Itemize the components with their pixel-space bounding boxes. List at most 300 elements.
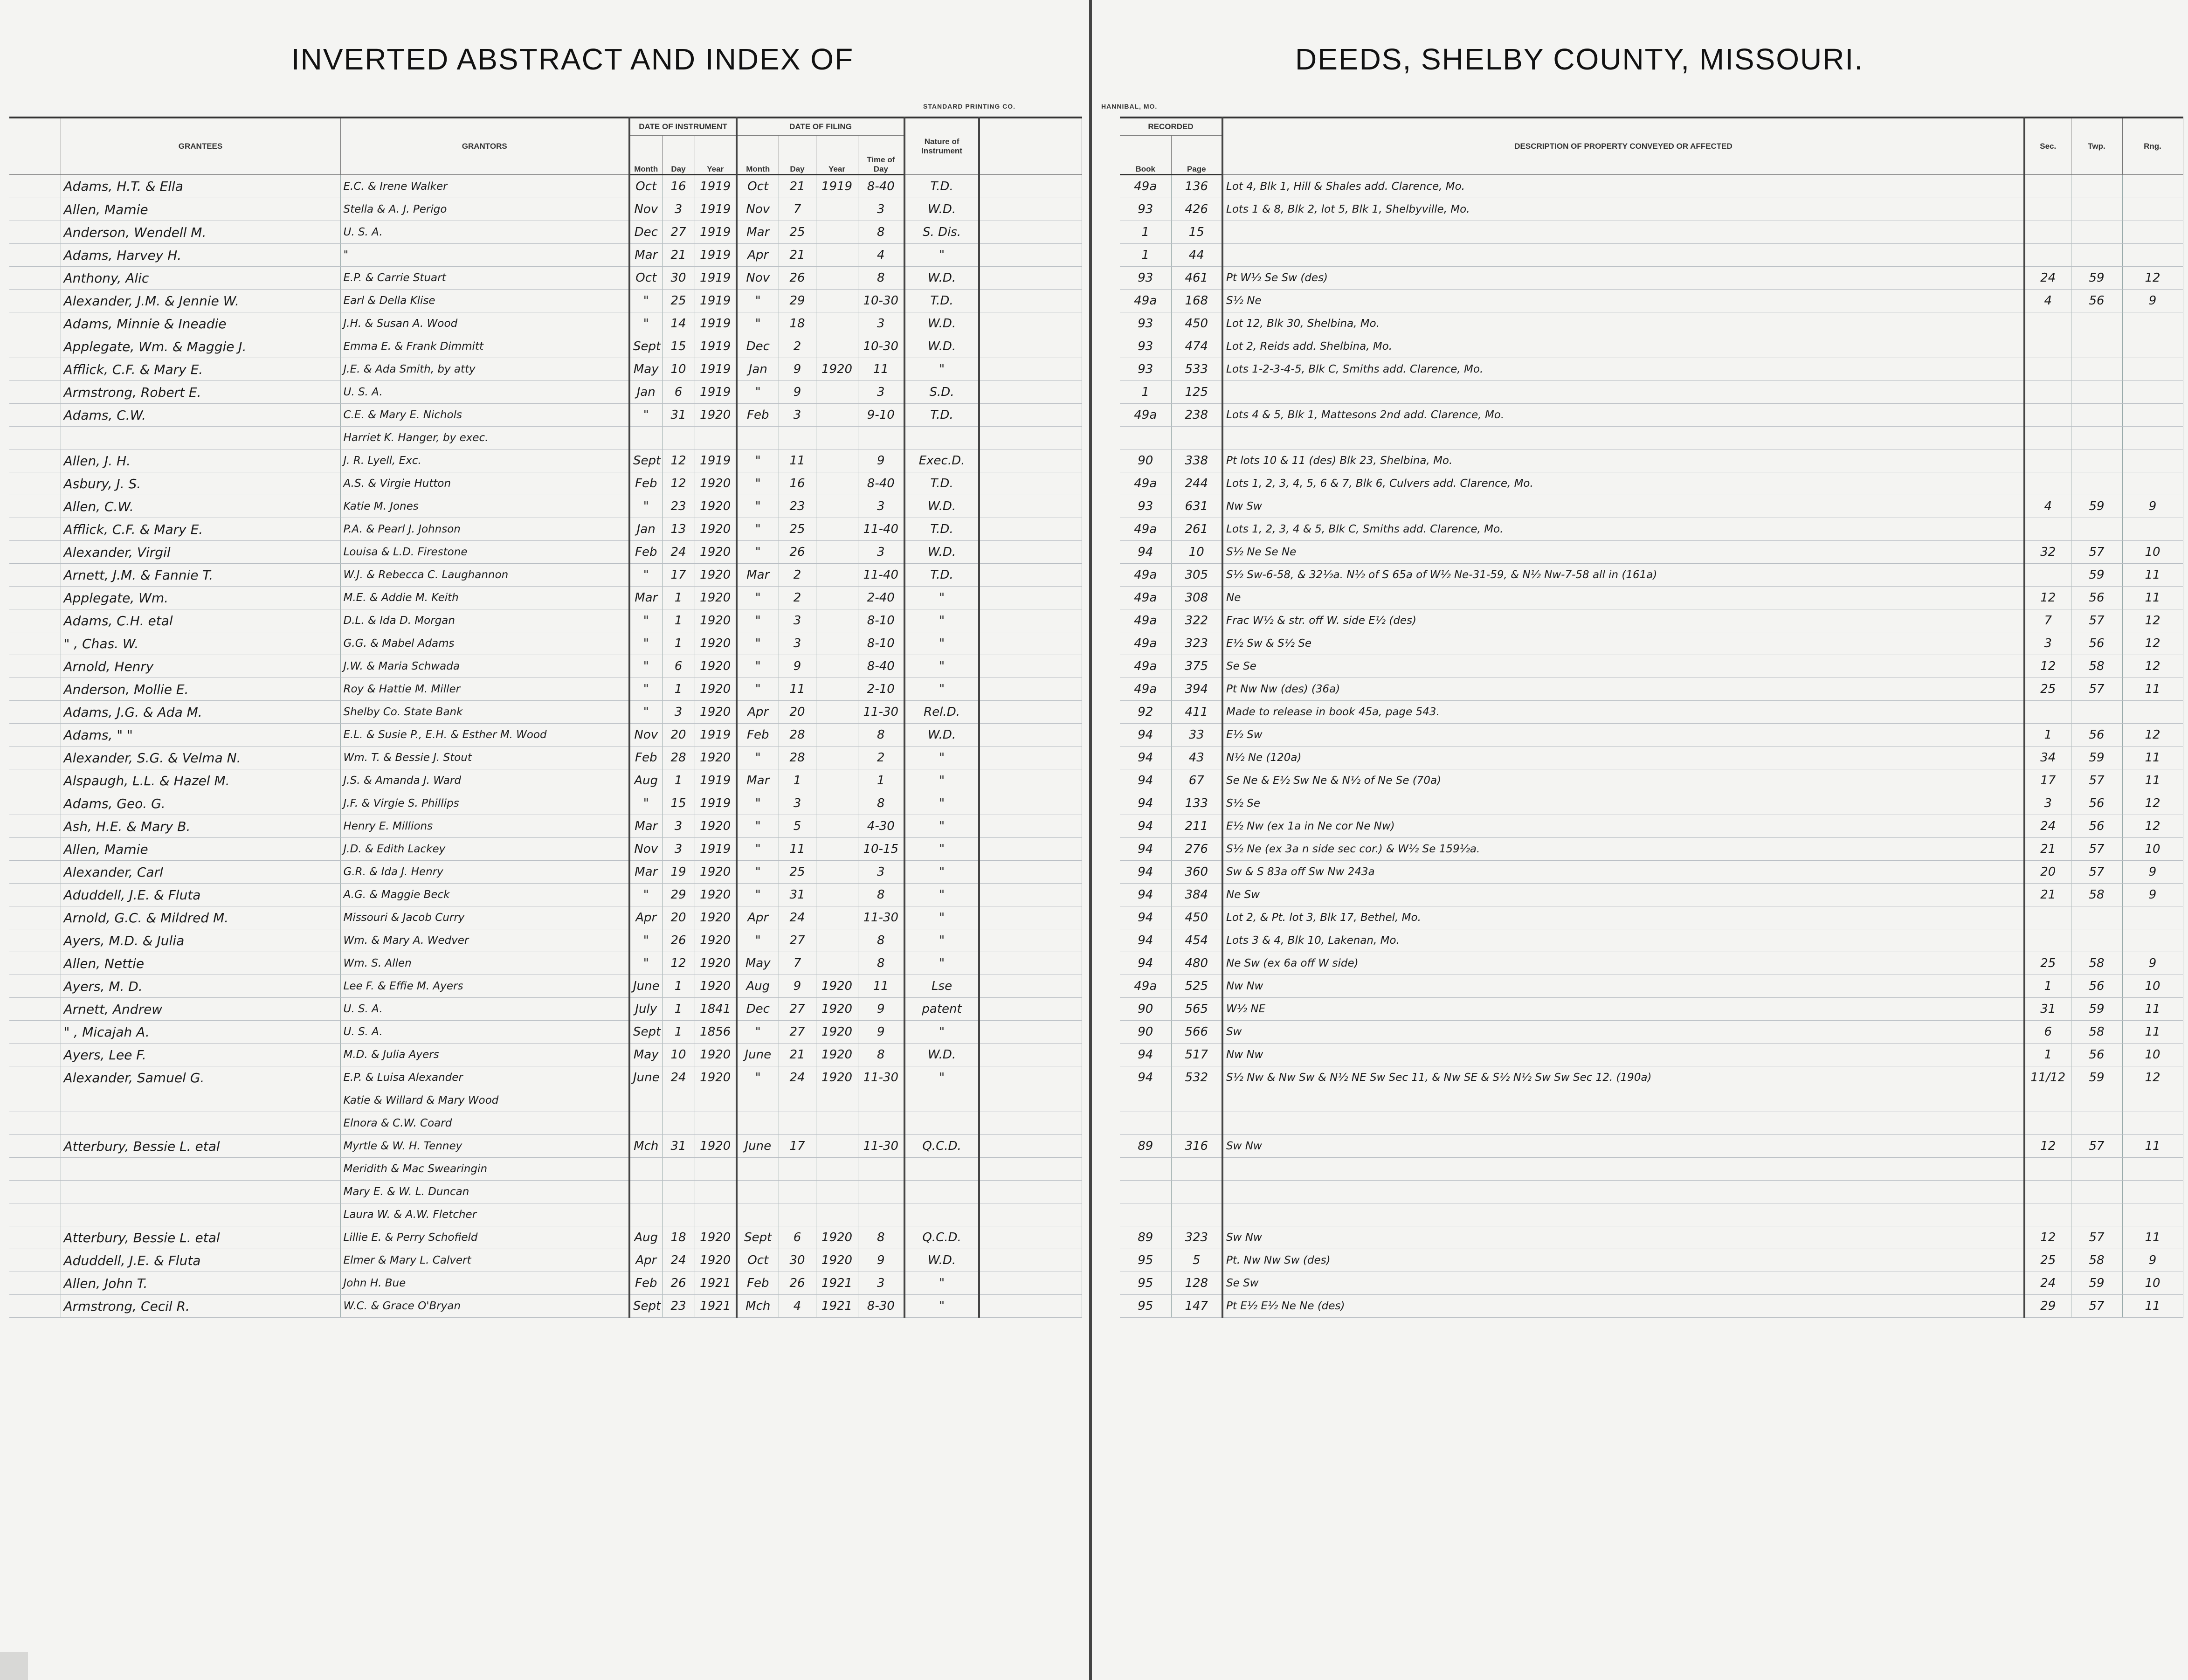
grantor-cell: J.F. & Virgie S. Phillips: [340, 792, 629, 815]
instrument-month-cell: ": [629, 290, 662, 312]
range-cell: 10: [2122, 1272, 2183, 1295]
table-row: [1120, 541, 2183, 564]
page-cell: 323: [1171, 1226, 1222, 1249]
description-cell: Se Se: [1222, 655, 2024, 678]
table-row: [9, 267, 1082, 290]
section-cell: 24: [2024, 815, 2071, 838]
margin-cell: [9, 495, 61, 518]
section-cell: 11/12: [2024, 1066, 2071, 1089]
township-cell: [2071, 472, 2122, 495]
range-cell: 11: [2122, 564, 2183, 587]
township-cell: 56: [2071, 632, 2122, 655]
book-cell: 94: [1120, 769, 1171, 792]
filing-month-cell: ": [737, 747, 779, 769]
filing-day-cell: 25: [779, 861, 816, 884]
margin-cell: [9, 1181, 61, 1203]
instrument-day-cell: 1: [662, 975, 695, 998]
margin-cell: [9, 335, 61, 358]
filing-day-cell: 9: [779, 358, 816, 381]
township-cell: 59: [2071, 564, 2122, 587]
blank-cell: [979, 518, 1082, 541]
margin-cell: [9, 175, 61, 198]
description-cell: [1222, 381, 2024, 404]
table-row: [9, 1295, 1082, 1318]
instrument-year-cell: 1919: [695, 792, 737, 815]
section-cell: 25: [2024, 1249, 2071, 1272]
time-of-day-cell: 2-10: [858, 678, 904, 701]
range-cell: 11: [2122, 998, 2183, 1021]
table-row: [9, 975, 1082, 998]
margin-cell: [9, 884, 61, 906]
nature-cell: ": [904, 587, 979, 609]
grantor-cell: Katie M. Jones: [340, 495, 629, 518]
range-cell: 12: [2122, 655, 2183, 678]
instrument-year-cell: 1920: [695, 1249, 737, 1272]
table-row: [9, 449, 1082, 472]
grantee-cell: Aduddell, J.E. & Fluta: [61, 1249, 340, 1272]
description-cell: [1222, 1112, 2024, 1135]
township-cell: [2071, 221, 2122, 244]
table-row: [1120, 1181, 2183, 1203]
range-cell: [2122, 1089, 2183, 1112]
binder-corner: [0, 1652, 28, 1680]
range-cell: 9: [2122, 952, 2183, 975]
instrument-day-cell: 18: [662, 1226, 695, 1249]
margin-header: [9, 118, 61, 175]
nature-cell: Q.C.D.: [904, 1226, 979, 1249]
filing-year-cell: [816, 198, 858, 221]
table-row: [9, 609, 1082, 632]
instrument-year-cell: 1920: [695, 861, 737, 884]
grantor-cell: E.C. & Irene Walker: [340, 175, 629, 198]
section-cell: 24: [2024, 1272, 2071, 1295]
time-of-day-cell: [858, 1158, 904, 1181]
grantee-cell: Alspaugh, L.L. & Hazel M.: [61, 769, 340, 792]
grantor-cell: W.C. & Grace O'Bryan: [340, 1295, 629, 1318]
table-row: [9, 312, 1082, 335]
grantee-cell: Armstrong, Robert E.: [61, 381, 340, 404]
township-cell: [2071, 404, 2122, 427]
book-cell: 49a: [1120, 975, 1171, 998]
blank-cell: [979, 1158, 1082, 1181]
margin-cell: [9, 1089, 61, 1112]
range-cell: 9: [2122, 495, 2183, 518]
book-cell: 94: [1120, 929, 1171, 952]
filing-day-cell: 30: [779, 1249, 816, 1272]
description-cell: S½ Nw & Nw Sw & N½ NE Sw Sec 11, & Nw SE & S½ N½ Sw Sw Sec 12. (190a): [1222, 1066, 2024, 1089]
instrument-month-cell: Feb: [629, 541, 662, 564]
left-page-title: INVERTED ABSTRACT AND INDEX OF: [291, 42, 854, 76]
section-cell: [2024, 358, 2071, 381]
grantee-cell: Ash, H.E. & Mary B.: [61, 815, 340, 838]
filing-year-cell: [816, 906, 858, 929]
blank-cell: [979, 609, 1082, 632]
filing-day-cell: 21: [779, 1044, 816, 1066]
table-row: [9, 1066, 1082, 1089]
filing-day-cell: 7: [779, 952, 816, 975]
margin-cell: [9, 929, 61, 952]
filing-day-cell: 27: [779, 929, 816, 952]
book-cell: 90: [1120, 449, 1171, 472]
instrument-day-cell: 3: [662, 198, 695, 221]
blank-cell: [979, 747, 1082, 769]
page-cell: 125: [1171, 381, 1222, 404]
filing-month-cell: Feb: [737, 724, 779, 747]
instrument-day-cell: 12: [662, 449, 695, 472]
margin-cell: [9, 449, 61, 472]
table-row: [9, 335, 1082, 358]
section-cell: 21: [2024, 884, 2071, 906]
table-row: [9, 1112, 1082, 1135]
grantee-cell: Aduddell, J.E. & Fluta: [61, 884, 340, 906]
book-cell: 93: [1120, 358, 1171, 381]
book-cell: 49a: [1120, 290, 1171, 312]
filing-day-cell: 3: [779, 632, 816, 655]
page-cell: 411: [1171, 701, 1222, 724]
filing-day-cell: 27: [779, 998, 816, 1021]
time-of-day-cell: 9: [858, 1021, 904, 1044]
instrument-day-cell: 3: [662, 701, 695, 724]
book-cell: 92: [1120, 701, 1171, 724]
filing-year-cell: [816, 792, 858, 815]
township-cell: [2071, 1089, 2122, 1112]
filing-year-cell: [816, 884, 858, 906]
grantee-cell: Atterbury, Bessie L. etal: [61, 1226, 340, 1249]
instrument-month-cell: ": [629, 792, 662, 815]
time-of-day-cell: 10-15: [858, 838, 904, 861]
instrument-year-cell: 1919: [695, 449, 737, 472]
filing-year-cell: [816, 678, 858, 701]
range-cell: 12: [2122, 632, 2183, 655]
book-cell: 94: [1120, 861, 1171, 884]
blank-cell: [979, 358, 1082, 381]
township-cell: 59: [2071, 1272, 2122, 1295]
time-of-day-cell: 3: [858, 198, 904, 221]
blank-cell: [979, 655, 1082, 678]
margin-cell: [9, 1203, 61, 1226]
filing-year-cell: [816, 495, 858, 518]
filing-year-cell: 1920: [816, 1044, 858, 1066]
filing-year-cell: 1920: [816, 1226, 858, 1249]
range-cell: 10: [2122, 838, 2183, 861]
margin-cell: [9, 838, 61, 861]
book-cell: 49a: [1120, 175, 1171, 198]
book-cell: 89: [1120, 1135, 1171, 1158]
instrument-year-cell: 1919: [695, 838, 737, 861]
grantor-cell: J. R. Lyell, Exc.: [340, 449, 629, 472]
instrument-month-cell: Jan: [629, 381, 662, 404]
filing-day-cell: 4: [779, 1295, 816, 1318]
page-cell: 426: [1171, 198, 1222, 221]
instrument-month-cell: Feb: [629, 472, 662, 495]
range-cell: 11: [2122, 1226, 2183, 1249]
blank-cell: [979, 724, 1082, 747]
file-month-header: Month: [737, 136, 779, 175]
grantee-cell: Adams, " ": [61, 724, 340, 747]
township-cell: [2071, 175, 2122, 198]
instrument-day-cell: 1: [662, 678, 695, 701]
filing-month-cell: ": [737, 290, 779, 312]
filing-day-cell: 26: [779, 541, 816, 564]
instrument-day-cell: 12: [662, 952, 695, 975]
grantee-cell: Allen, C.W.: [61, 495, 340, 518]
time-of-day-cell: 8-10: [858, 609, 904, 632]
page-cell: 15: [1171, 221, 1222, 244]
table-row: [9, 906, 1082, 929]
grantee-cell: Adams, Geo. G.: [61, 792, 340, 815]
book-cell: 49a: [1120, 587, 1171, 609]
instrument-day-cell: 26: [662, 1272, 695, 1295]
book-cell: 95: [1120, 1272, 1171, 1295]
township-cell: 58: [2071, 952, 2122, 975]
filing-day-cell: [779, 1158, 816, 1181]
range-cell: [2122, 1112, 2183, 1135]
township-cell: 57: [2071, 1226, 2122, 1249]
filing-day-cell: [779, 1089, 816, 1112]
description-cell: [1222, 244, 2024, 267]
grantee-cell: Allen, John T.: [61, 1272, 340, 1295]
grantee-cell: Asbury, J. S.: [61, 472, 340, 495]
time-of-day-cell: 3: [858, 861, 904, 884]
instrument-year-cell: 1919: [695, 358, 737, 381]
table-row: [1120, 1272, 2183, 1295]
grantee-cell: [61, 1089, 340, 1112]
section-cell: [2024, 1203, 2071, 1226]
blank-cell: [979, 221, 1082, 244]
grantor-cell: Roy & Hattie M. Miller: [340, 678, 629, 701]
grantee-cell: Adams, J.G. & Ada M.: [61, 701, 340, 724]
section-cell: 21: [2024, 838, 2071, 861]
filing-day-cell: 26: [779, 267, 816, 290]
nature-cell: W.D.: [904, 724, 979, 747]
blank-cell: [979, 1044, 1082, 1066]
margin-cell: [9, 1021, 61, 1044]
grantee-cell: Allen, Mamie: [61, 198, 340, 221]
section-cell: 12: [2024, 655, 2071, 678]
grantor-cell: Earl & Della Klise: [340, 290, 629, 312]
instrument-month-cell: Mar: [629, 244, 662, 267]
file-year-header: Year: [816, 136, 858, 175]
filing-month-cell: Mch: [737, 1295, 779, 1318]
grantee-cell: Applegate, Wm.: [61, 587, 340, 609]
filing-year-cell: 1920: [816, 975, 858, 998]
range-cell: [2122, 381, 2183, 404]
township-cell: [2071, 312, 2122, 335]
grantor-cell: A.S. & Virgie Hutton: [340, 472, 629, 495]
table-row: [9, 655, 1082, 678]
margin-cell: [9, 655, 61, 678]
description-cell: Lots 3 & 4, Blk 10, Lakenan, Mo.: [1222, 929, 2024, 952]
grantor-cell: G.R. & Ida J. Henry: [340, 861, 629, 884]
filing-day-cell: 29: [779, 290, 816, 312]
instrument-year-cell: 1920: [695, 541, 737, 564]
table-row: [1120, 358, 2183, 381]
township-cell: 58: [2071, 655, 2122, 678]
margin-cell: [9, 975, 61, 998]
grantee-cell: Adams, Minnie & Ineadie: [61, 312, 340, 335]
filing-year-cell: [816, 1158, 858, 1181]
description-cell: Lot 12, Blk 30, Shelbina, Mo.: [1222, 312, 2024, 335]
filing-day-cell: 11: [779, 838, 816, 861]
grantee-cell: Anderson, Wendell M.: [61, 221, 340, 244]
township-cell: 56: [2071, 724, 2122, 747]
grantors-header: GRANTORS: [340, 118, 629, 175]
grantor-cell: John H. Bue: [340, 1272, 629, 1295]
instrument-month-cell: Aug: [629, 769, 662, 792]
margin-cell: [9, 724, 61, 747]
instrument-day-cell: [662, 427, 695, 449]
table-row: [1120, 449, 2183, 472]
filing-year-cell: [816, 518, 858, 541]
nature-cell: S. Dis.: [904, 221, 979, 244]
filing-year-cell: [816, 564, 858, 587]
filing-month-cell: Mar: [737, 564, 779, 587]
section-cell: 3: [2024, 632, 2071, 655]
filing-month-cell: Dec: [737, 335, 779, 358]
filing-year-cell: [816, 1181, 858, 1203]
sec-header: Sec.: [2024, 118, 2071, 175]
filing-day-cell: 26: [779, 1272, 816, 1295]
page-cell: 474: [1171, 335, 1222, 358]
section-cell: 25: [2024, 952, 2071, 975]
filing-month-cell: Jan: [737, 358, 779, 381]
time-of-day-cell: 8-10: [858, 632, 904, 655]
nature-cell: [904, 1158, 979, 1181]
nature-cell: patent: [904, 998, 979, 1021]
time-of-day-cell: 11-40: [858, 564, 904, 587]
instrument-month-cell: Dec: [629, 221, 662, 244]
rng-header: Rng.: [2122, 118, 2183, 175]
description-cell: Ne: [1222, 587, 2024, 609]
time-of-day-cell: 4: [858, 244, 904, 267]
filing-month-cell: ": [737, 1066, 779, 1089]
page-cell: 276: [1171, 838, 1222, 861]
section-cell: [2024, 221, 2071, 244]
blank-cell: [979, 290, 1082, 312]
grantee-cell: Arnett, J.M. & Fannie T.: [61, 564, 340, 587]
filing-month-cell: ": [737, 792, 779, 815]
blank-cell: [979, 1135, 1082, 1158]
range-cell: [2122, 929, 2183, 952]
printer-mark-right: HANNIBAL, MO.: [1101, 103, 1158, 110]
nature-cell: ": [904, 678, 979, 701]
book-cell: 94: [1120, 952, 1171, 975]
nature-cell: ": [904, 1066, 979, 1089]
range-cell: [2122, 906, 2183, 929]
right-page-title: DEEDS, SHELBY COUNTY, MISSOURI.: [1295, 42, 1864, 76]
grantee-cell: Afflick, C.F. & Mary E.: [61, 518, 340, 541]
section-cell: 12: [2024, 587, 2071, 609]
description-cell: Nw Nw: [1222, 1044, 2024, 1066]
instrument-month-cell: June: [629, 1066, 662, 1089]
filing-year-cell: [816, 952, 858, 975]
book-cell: 93: [1120, 312, 1171, 335]
instrument-day-cell: [662, 1203, 695, 1226]
filing-month-cell: ": [737, 518, 779, 541]
range-cell: 11: [2122, 1295, 2183, 1318]
filing-day-cell: [779, 1203, 816, 1226]
filing-day-cell: [779, 1181, 816, 1203]
blank-cell: [979, 678, 1082, 701]
table-row: [9, 1089, 1082, 1112]
instrument-year-cell: [695, 427, 737, 449]
instrument-month-cell: May: [629, 358, 662, 381]
nature-cell: ": [904, 929, 979, 952]
margin-cell: [9, 221, 61, 244]
margin-cell: [9, 358, 61, 381]
table-row: [9, 198, 1082, 221]
filing-month-cell: Oct: [737, 175, 779, 198]
book-cell: 49a: [1120, 632, 1171, 655]
range-cell: 12: [2122, 724, 2183, 747]
grantee-cell: [61, 1203, 340, 1226]
table-row: [9, 884, 1082, 906]
instrument-year-cell: 1920: [695, 632, 737, 655]
instrument-month-cell: ": [629, 701, 662, 724]
range-cell: [2122, 244, 2183, 267]
grantor-cell: Louisa & L.D. Firestone: [340, 541, 629, 564]
filing-day-cell: 2: [779, 564, 816, 587]
township-cell: [2071, 244, 2122, 267]
nature-cell: ": [904, 244, 979, 267]
blank-cell: [979, 975, 1082, 998]
filing-day-cell: [779, 427, 816, 449]
margin-cell: [9, 678, 61, 701]
section-cell: 29: [2024, 1295, 2071, 1318]
section-cell: 32: [2024, 541, 2071, 564]
township-cell: 58: [2071, 1249, 2122, 1272]
section-cell: [2024, 381, 2071, 404]
page-cell: [1171, 1181, 1222, 1203]
instrument-year-cell: [695, 1181, 737, 1203]
filing-year-cell: [816, 267, 858, 290]
book-cell: 94: [1120, 838, 1171, 861]
instrument-month-cell: [629, 1158, 662, 1181]
range-cell: 12: [2122, 609, 2183, 632]
grantor-cell: Mary E. & W. L. Duncan: [340, 1181, 629, 1203]
description-cell: S½ Ne (ex 3a n side sec cor.) & W½ Se 159½a.: [1222, 838, 2024, 861]
instrument-year-cell: 1921: [695, 1295, 737, 1318]
blank-cell: [979, 449, 1082, 472]
filing-year-cell: 1920: [816, 1249, 858, 1272]
page-cell: 147: [1171, 1295, 1222, 1318]
blank-cell: [979, 1112, 1082, 1135]
table-row: [1120, 975, 2183, 998]
filing-year-cell: [816, 472, 858, 495]
filing-month-cell: ": [737, 655, 779, 678]
page-cell: 168: [1171, 290, 1222, 312]
instrument-day-cell: 12: [662, 472, 695, 495]
nature-header: Nature of Instrument: [904, 118, 979, 175]
description-cell: Lots 1 & 8, Blk 2, lot 5, Blk 1, Shelbyville, Mo.: [1222, 198, 2024, 221]
grantee-cell: " , Chas. W.: [61, 632, 340, 655]
filing-month-cell: ": [737, 632, 779, 655]
instrument-year-cell: 1919: [695, 381, 737, 404]
blank-cell: [979, 701, 1082, 724]
page-cell: [1171, 1089, 1222, 1112]
page-cell: [1171, 1203, 1222, 1226]
nature-cell: [904, 1112, 979, 1135]
blank-header: [979, 118, 1082, 175]
nature-cell: ": [904, 792, 979, 815]
blank-cell: [979, 769, 1082, 792]
blank-cell: [979, 335, 1082, 358]
township-cell: 56: [2071, 975, 2122, 998]
table-row: [9, 1135, 1082, 1158]
filing-year-cell: [816, 290, 858, 312]
margin-cell: [9, 587, 61, 609]
section-cell: [2024, 1181, 2071, 1203]
